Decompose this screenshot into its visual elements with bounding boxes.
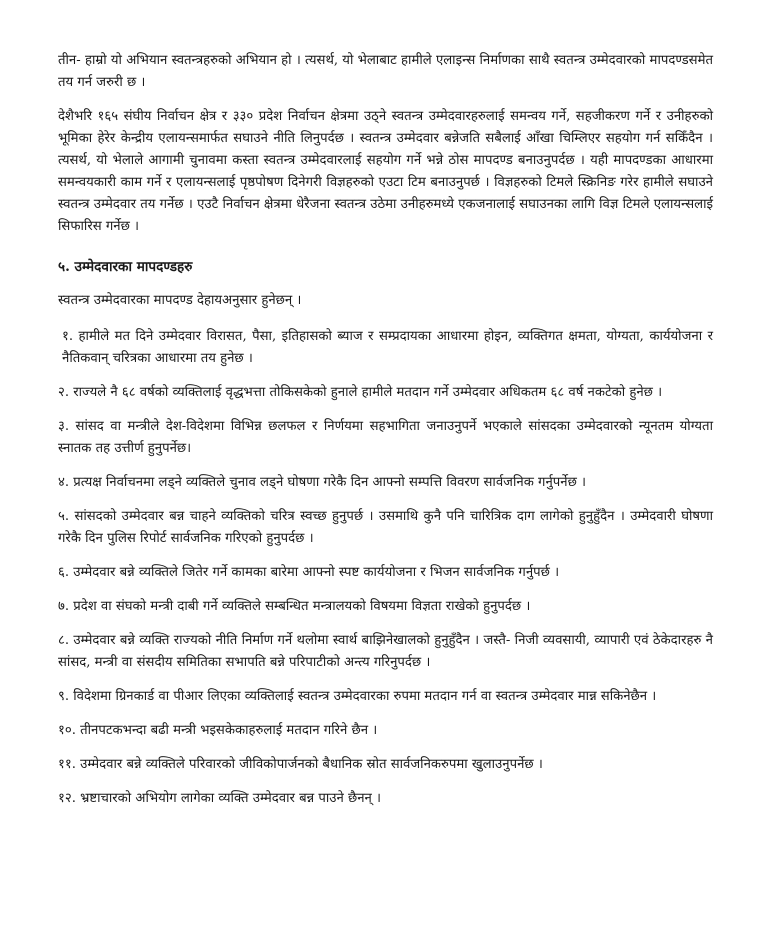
criteria-item-7: ७. प्रदेश वा संघको मन्त्री दाबी गर्ने व्यक्तिले सम्बन्धित मन्त्रालयको विषयमा विज्ञता राखेको हुनुपर्दछ । <box>58 599 531 614</box>
section-heading: ५. उम्मेदवारका मापदण्डहरु <box>58 259 193 275</box>
body-paragraph: देशैभरि १६५ संघीय निर्वाचन क्षेत्र र ३३० प्रदेश निर्वाचन क्षेत्रमा उठ्ने स्वतन्त्र उम्मेदवारहरुलाई समन्वय गर्ने, सहजीकरण गर्ने र उनीहरुको भूमिका हेरेर केन्द्रीय एलायन्समार्फत सघाउने नीति लिनुपर्दछ । स्वतन्त्र उम्मेदवार बन्नेजति सबैलाई आँखा चिम्लिएर सहयोग गर्न सकिँदैन । त्यसर्थ, यो भेलाले आगामी चुनावमा कस्ता स्वतन्त्र उम्मेदवारलाई सहयोग गर्ने भन्ने ठोस मापदण्ड बनाउनुपर्दछ । यही मापदण्डका आधारमा समन्वयकारी काम गर्ने र एलायन्सलाई पृष्ठपोषण दिनेगरी विज्ञहरुको एउटा टिम बनाउनुपर्छ । विज्ञहरुको टिमले स्क्रिनिङ गरेर हामीले सघाउने स्वतन्त्र उम्मेदवार तय गर्नेछ । एउटै निर्वाचन क्षेत्रमा धेरैजना स्वतन्त्र उठेमा उनीहरुमध्ये एकजनालाई सघाउनका लागि विज्ञ टिमले एलायन्सलाई सिफारिस गर्नेछ । <box>58 109 713 234</box>
criteria-item-9: ९. विदेशमा ग्रिनकार्ड वा पीआर लिएका व्यक्तिलाई स्वतन्त्र उम्मेदवारका रुपमा मतदान गर्न वा स्वतन्त्र उम्मेदवार मान्न सकिनेछैन । <box>58 689 657 704</box>
criteria-list <box>58 326 713 810</box>
criteria-intro: स्वतन्त्र उम्मेदवारका मापदण्ड देहायअनुसार हुनेछन् । <box>58 293 302 308</box>
criteria-item-12: १२. भ्रष्टाचारको अभियोग लागेका व्यक्ति उम्मेदवार बन्न पाउने छैनन् । <box>58 791 382 806</box>
document-page <box>58 50 713 810</box>
criteria-item-10: १०. तीनपटकभन्दा बढी मन्त्री भइसकेकाहरुलाई मतदान गरिने छैन । <box>58 723 378 738</box>
criteria-item-4: ४. प्रत्यक्ष निर्वाचनमा लड्ने व्यक्तिले चुनाव लड्ने घोषणा गरेकै दिन आफ्नो सम्पत्ति विवरण सार्वजनिक गर्नुपर्नेछ । <box>58 475 587 490</box>
criteria-item-6: ६. उम्मेदवार बन्ने व्यक्तिले जितेर गर्ने कामका बारेमा आफ्नो स्पष्ट कार्ययोजना र भिजन सार्वजनिक गर्नुपर्छ । <box>58 565 560 580</box>
criteria-item-1: १. हामीले मत दिने उम्मेदवार विरासत, पैसा, इतिहासको ब्याज र सम्प्रदायका आधारमा होइन, व्यक्तिगत क्षमता, योग्यता, कार्ययोजना र नैतिकवान् चरित्रका आधारमा तय हुनेछ । <box>62 329 713 366</box>
intro-paragraph: तीन- हाम्रो यो अभियान स्वतन्त्रहरुको अभियान हो । त्यसर्थ, यो भेलाबाट हामीले एलाइन्स निर्माणका साथै स्वतन्त्र उम्मेदवारको मापदण्डसमेत तय गर्न जरुरी छ । <box>58 53 713 90</box>
criteria-item-11: ११. उम्मेदवार बन्ने व्यक्तिले परिवारको जीविकोपार्जनको बैधानिक स्रोत सार्वजनिकरुपमा खुलाउनुपर्नेछ । <box>58 757 543 772</box>
criteria-item-3: ३. सांसद वा मन्त्रीले देश-विदेशमा विभिन्न छलफल र निर्णयमा सहभागिता जनाउनुपर्ने भएकाले सांसदका उम्मेदवारको न्यूनतम योग्यता स्नातक तह उत्तीर्ण हुनुपर्नेछ। <box>58 419 713 456</box>
criteria-item-2: २. राज्यले नै ६८ वर्षको व्यक्तिलाई वृद्धभत्ता तोकिसकेको हुनाले हामीले मतदान गर्ने उम्मेदवार अधिकतम ६८ वर्ष नकटेको हुनेछ । <box>58 385 663 400</box>
criteria-item-5: ५. सांसदको उम्मेदवार बन्न चाहने व्यक्तिको चरित्र स्वच्छ हुनुपर्छ । उसमाथि कुनै पनि चारित्रिक दाग लागेको हुनुहुँदैन । उम्मेदवारी घोषणा गरेकै दिन पुलिस रिपोर्ट सार्वजनिक गरिएको हुनुपर्दछ । <box>58 509 713 546</box>
criteria-item-8: ८. उम्मेदवार बन्ने व्यक्ति राज्यको नीति निर्माण गर्ने थलोमा स्वार्थ बाझिनेखालको हुनुहुँदैन । जस्तै- निजी व्यवसायी, व्यापारी एवं ठेकेदारहरु नै सांसद, मन्त्री वा संसदीय समितिका सभापति बन्ने परिपाटीको अन्त्य गरिनुपर्दछ । <box>58 633 713 670</box>
